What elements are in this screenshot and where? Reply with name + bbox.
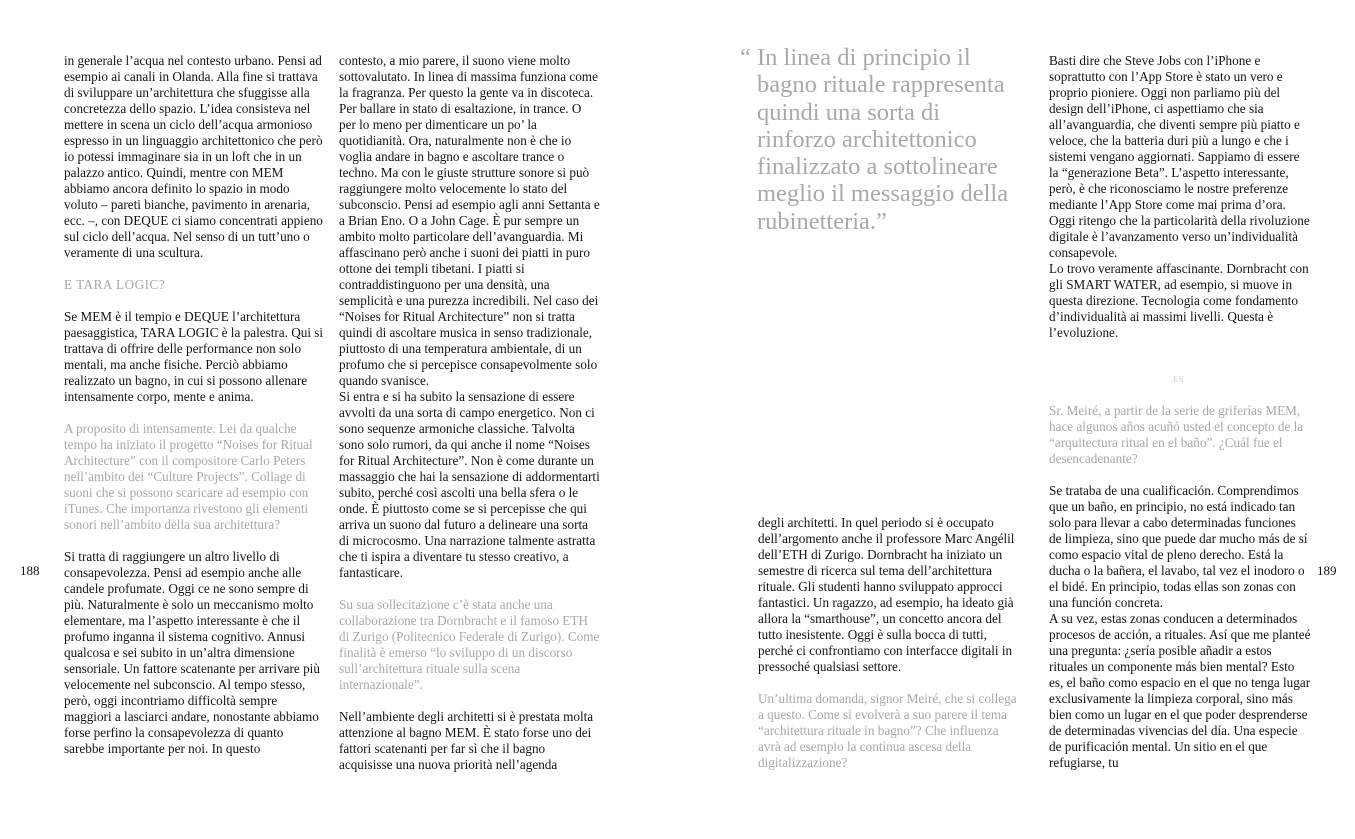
paragraph: Se MEM è il tempio e DEQUE l’architettura paesaggistica, TARA LOGIC è la palestra. Qui si trattava di offrire delle performance non solo mentali, ma anche fisiche. Perciò abbiamo realizzato un bagno, in cui si possono allenare intensamente corpo, mente e anima. bbox=[64, 309, 324, 404]
paragraph: Se trataba de una cualificación. Comprendimos que un baño, en principio, no está indicado tan solo para llevar a cabo determinadas funciones de limpieza, sino que puede dar mucho más de sí como espacio vital de pleno derecho. Está la ducha o la bañera, el lavabo, tal vez el inodoro o el bidé. En principio, todas ellas son zonas con una función concreta. bbox=[1049, 483, 1308, 610]
paragraph: Si entra e si ha subito la sensazione di essere avvolti da una sorta di campo energetico. Non ci sono sequenze armoniche classiche. Talvolta sono solo rumori, da qui anche il nome “Noises for Ritual Architecture”. Non è come durante un massaggio che hai la sensazione di addormentarti subito, perché così ascolti una bella sfera o le onde. È piuttosto come se si percepisse che qui arriva un suono dal futuro a delineare una sorta di microcosmo. Una narrazione talmente astratta che ti ispira a diventare tu stesso creativo, a fantasticare. bbox=[339, 389, 600, 580]
section-heading: E TARA LOGIC? bbox=[64, 277, 166, 292]
paragraph: Nell’ambiente degli architetti si è prestata molta attenzione al bagno MEM. È stato forse uno dei fattori scatenanti per far sì che il bagno acquisisse una nuova priorità nell’agenda bbox=[339, 709, 594, 772]
interview-question: A proposito di intensamente. Lei da qualche tempo ha iniziato il progetto “Noises for Ritual Architecture” con il compositore Carlo Peters nell’ambito dei “Culture Projects”. Collage di suoni che si possono scaricare ad esempio con iTunes. Che importanza rivestono gli elementi sonori nell’ambito della sua architettura? bbox=[64, 421, 313, 532]
page-number-left: 188 bbox=[20, 563, 40, 578]
open-quote-mark: “ bbox=[740, 44, 751, 71]
page-number-right: 189 bbox=[1317, 563, 1337, 578]
column-3 bbox=[758, 515, 1020, 771]
pull-quote bbox=[740, 44, 1015, 235]
paragraph: Si tratta di raggiungere un altro livello di consapevolezza. Pensi ad esempio anche alle candele profumate. Oggi ce ne sono sempre di più. Naturalmente è solo un meccanismo molto elementare, ma l’aspetto interessante è che il profumo inganna il sistema cognitivo. Annusi qualcosa e sei subito in un’altra dimensione sensoriale. Un fattore scatenante per arrivare più velocemente nel subconscio. Al tempo stesso, però, oggi incontriamo difficoltà sempre maggiori a lasciarci andare, nonostante abbiamo forse perfino la consapevolezza di quanto sarebbe importante per noi. In questo bbox=[64, 549, 320, 756]
pull-quote-text: In linea di principio il bagno rituale rappresenta quindi una sorta di rinforzo architettonico finalizzato a sottolineare meglio il messaggio della rubinetteria.” bbox=[757, 44, 1009, 235]
paragraph: in generale l’acqua nel contesto urbano. Pensi ad esempio ai canali in Olanda. Alla fine si trattava di sviluppare un’architettura che sfuggisse alla concretezza dello spazio. L’idea consisteva nel mettere in scena un ciclo dell’acqua armonioso espresso in un linguaggio architettonico che però io potessi immaginare sia in un loft che in un palazzo antico. Quindi, mentre con MEM abbiamo ancora definito lo spazio in modo voluto – pareti bianche, pavimento in arenaria, ecc. –, con DEQUE ci siamo concentrati appieno sul ciclo dell’acqua. Nel senso di un tutt’uno o veramente di una scultura. bbox=[64, 53, 323, 260]
paragraph: A su vez, estas zonas conducen a determinados procesos de acción, a rituales. Así que me planteé una pregunta: ¿sería posible añadir a estos rituales un componente más bien mental? Esto es, el baño como espacio en el que no tenga lugar exclusivamente la limpieza corporal, sino más bien como un lugar en el que poder desprenderse de determinadas vivencias del día. Una especie de purificación mental. Un sitio en el que refugiarse, tu bbox=[1049, 611, 1311, 770]
paragraph: degli architetti. In quel periodo si è occupato dell’argomento anche il professore Marc Angélil dell’ETH di Zurigo. Dornbracht ha iniziato un semestre di ricerca sul tema dell’architettura rituale. Gli studenti hanno sviluppato approcci fantastici. Un ragazzo, ad esempio, ha ideato già allora la “smarthouse”, un concetto ancora del tutto inesistente. Oggi è sulla bocca di tutti, perché ci confrontiamo con interfacce digitali in pressoché qualsiasi settore. bbox=[758, 515, 1015, 674]
interview-question: Sr. Meiré, a partir de la serie de griferías MEM, hace algunos años acuñó usted el concepto de la “arquitectura ritual en el baño”. ¿Cuál fue el desencadenante? bbox=[1049, 403, 1304, 466]
interview-question: Un’ultima domanda, signor Meiré, che si collega a questo. Come si evolverà a suo parere il tema “architettura rituale in bagno”? Che influenza avrà ad esempio la continua ascesa della digitalizzazione? bbox=[758, 691, 1017, 770]
interview-question: Su sua sollecitazione c’è stata anche una collaborazione tra Dornbracht e il famoso ETH di Zurigo (Politecnico Federale di Zurigo). Come finalità è emerso “lo sviluppo di un discorso sull’architettura rituale sulla scena internazionale”. bbox=[339, 597, 600, 692]
column-2 bbox=[339, 53, 601, 773]
column-1 bbox=[64, 53, 326, 757]
language-separator: ES bbox=[1173, 375, 1185, 384]
column-4-spanish bbox=[1049, 403, 1311, 771]
column-4 bbox=[1049, 53, 1311, 341]
paragraph: Lo trovo veramente affascinante. Dornbracht con gli SMART WATER, ad esempio, si muove in questa direzione. Tecnologia come fondamento d’individualità ai massimi livelli. Questa è l’evoluzione. bbox=[1049, 261, 1309, 340]
paragraph: contesto, a mio parere, il suono viene molto sottovalutato. In linea di massima funziona come la fragranza. Per questo la gente va in discoteca. Per ballare in stato di esaltazione, in trance. O per lo meno per dimenticare un po’ la quotidianità. Ora, naturalmente non è che io voglia andare in bagno e ascoltare trance o techno. Ma con le giuste strutture sonore si può raggiungere molto velocemente lo stato del subconscio. Pensi ad esempio agli anni Settanta e a Brian Eno. O a John Cage. È pur sempre un ambito molto particolare dell’avanguardia. Mi affascinano però anche i suoni dei piatti in puro ottone dei templi tibetani. I piatti si contraddistinguono per una densità, una semplicità e una purezza incredibili. Nel caso dei “Noises for Ritual Architecture” non si tratta quindi di ascoltare musica in senso tradizionale, piuttosto di una temperatura ambientale, di un profumo che si percepisce consapevolmente solo quando svanisce. bbox=[339, 53, 600, 388]
paragraph: Basti dire che Steve Jobs con l’iPhone e soprattutto con l’App Store è stato un vero e proprio pioniere. Oggi non parliamo più del design dell’iPhone, ci aspettiamo che sia all’avanguardia, che diventi sempre più piatto e veloce, che la batteria duri più a lungo e che i sistemi vengano aggiornati. Sappiamo di essere la “generazione Beta”. L’aspetto interessante, però, è che riconosciamo le nostre preferenze mediante l’App Store come mai prima d’ora. Oggi ritengo che la particolarità della rivoluzione digitale è l’avanzamento verso un’individualità consapevole. bbox=[1049, 53, 1310, 260]
